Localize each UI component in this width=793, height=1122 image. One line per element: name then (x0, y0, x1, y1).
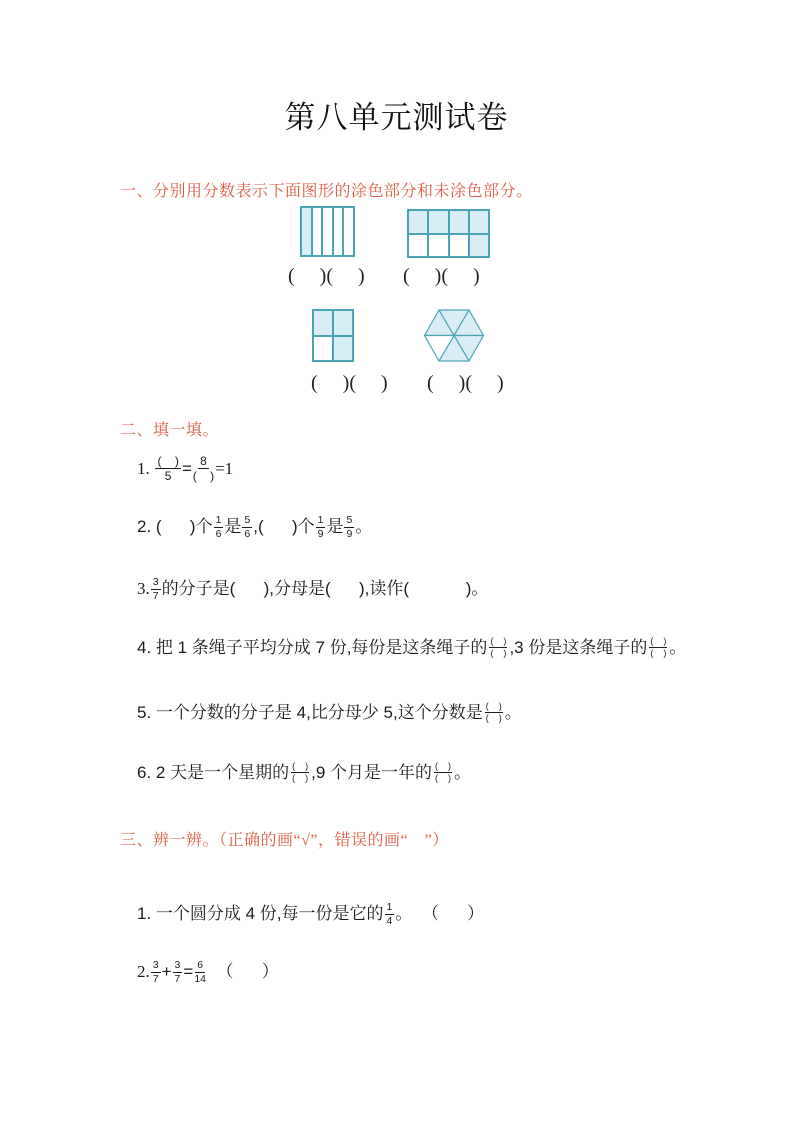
figure-cell (408, 210, 428, 234)
question-2-4 (137, 637, 686, 658)
section-3-heading: 三、辨一辨。（正确的画“√”，错误的画“ ”） (120, 832, 449, 849)
question-2-3 (137, 577, 488, 601)
blank-fraction: ( ) ( ) (490, 636, 507, 659)
answer-brackets-figure-3: ( )( ) (311, 372, 388, 394)
figure-hexagon (423, 308, 485, 363)
question-number: 1. (137, 458, 150, 478)
figure-cell (469, 210, 489, 234)
question-text: 4. 把 1 条绳子平均分成 7 份,每份是这条绳子的 (137, 638, 488, 657)
question-text: ,9 个月是一年的 (311, 763, 432, 782)
figure-cell (333, 207, 344, 256)
question-3-2 (137, 960, 279, 984)
fraction-1-9: $\frac{1}{9}$ (317, 514, 324, 540)
figure-cell (313, 310, 333, 336)
figure-cell (333, 336, 353, 362)
blank-fraction: ( ) ( ) (292, 761, 309, 784)
answer-brackets-figure-2: ( )( ) (403, 265, 480, 287)
question-text: 是 (326, 517, 344, 537)
question-3-1 (137, 902, 484, 926)
figure-cell (408, 234, 428, 258)
question-text: 。 （ ） (395, 904, 485, 924)
question-text: 1. 一个圆分成 4 份,每一份是它的 (137, 904, 384, 924)
figure-grid-2x2 (312, 309, 354, 362)
question-2-6 (137, 762, 471, 783)
figure-cell (313, 336, 333, 362)
answer-brackets-figure-4: ( )( ) (427, 372, 504, 394)
fraction-6-14: $\frac{6}{14}$ (194, 959, 206, 985)
figure-strips-5 (300, 206, 355, 257)
equals-one: =1 (215, 458, 234, 478)
figure-cell (333, 310, 353, 336)
question-text: 是 (224, 517, 242, 537)
answer-brackets-figure-1: ( )( ) (288, 265, 365, 287)
blank-fraction: ( ) ( ) (485, 701, 502, 724)
blank-fraction: ( ) ( ) (650, 636, 667, 659)
question-text: 。 (504, 703, 522, 722)
question-2-1 (137, 455, 233, 482)
figure-cell (301, 207, 312, 256)
question-text: 的分子是( ),分母是( ),读作( )。 (161, 579, 489, 599)
figure-cell (343, 207, 354, 256)
figure-cell (428, 234, 448, 258)
question-text: （ ） (207, 962, 279, 982)
fraction-8-over-blank: $\frac{8}{( )}$ (192, 454, 215, 483)
question-text: 2. ( )个 (137, 517, 213, 537)
fraction-blank-over-5: $\frac{( )}{5}$ (157, 454, 179, 483)
question-2-2 (137, 515, 372, 539)
question-text: 。 (454, 763, 471, 782)
question-number: 3. (137, 579, 150, 599)
section-2-heading: 二、填一填。 (120, 422, 220, 439)
question-text: ,3 份是这条绳子的 (509, 638, 648, 657)
equals-sign: = (181, 458, 192, 478)
figure-cell (449, 210, 469, 234)
page-title: 第八单元测试卷 (284, 100, 509, 135)
figure-cell (449, 234, 469, 258)
fraction-5-9: $\frac{5}{9}$ (346, 514, 353, 540)
section-1-heading: 一、分别用分数表示下面图形的涂色部分和未涂色部分。 (120, 183, 533, 200)
fraction-3-7: $\frac{3}{7}$ (174, 959, 181, 985)
fraction-3-7: $\frac{3}{7}$ (152, 959, 159, 985)
question-text: 。 (355, 517, 373, 537)
fraction-3-7: $\frac{3}{7}$ (152, 576, 159, 602)
question-2-5 (137, 702, 522, 723)
fraction-1-6: $\frac{1}{6}$ (215, 514, 222, 540)
figure-grid-2x4 (407, 209, 490, 258)
figure-cell (322, 207, 333, 256)
blank-fraction: ( ) ( ) (435, 761, 451, 784)
fraction-5-6: $\frac{5}{6}$ (244, 514, 251, 540)
question-text: 5. 一个分数的分子是 4,比分母少 5,这个分数是 (137, 703, 483, 722)
equals-sign: = (183, 962, 194, 982)
figure-cell (469, 234, 489, 258)
spacer (150, 458, 155, 479)
question-text: 。 (669, 638, 687, 657)
hexagon-svg (423, 308, 485, 363)
figure-cell (312, 207, 323, 256)
question-number: 2. (137, 962, 150, 982)
fraction-1-4: $\frac{1}{4}$ (386, 901, 393, 927)
question-text: 6. 2 天是一个星期的 (137, 763, 290, 782)
plus-sign: + (161, 962, 172, 982)
question-text: ,( )个 (253, 517, 315, 537)
figure-cell (428, 210, 448, 234)
